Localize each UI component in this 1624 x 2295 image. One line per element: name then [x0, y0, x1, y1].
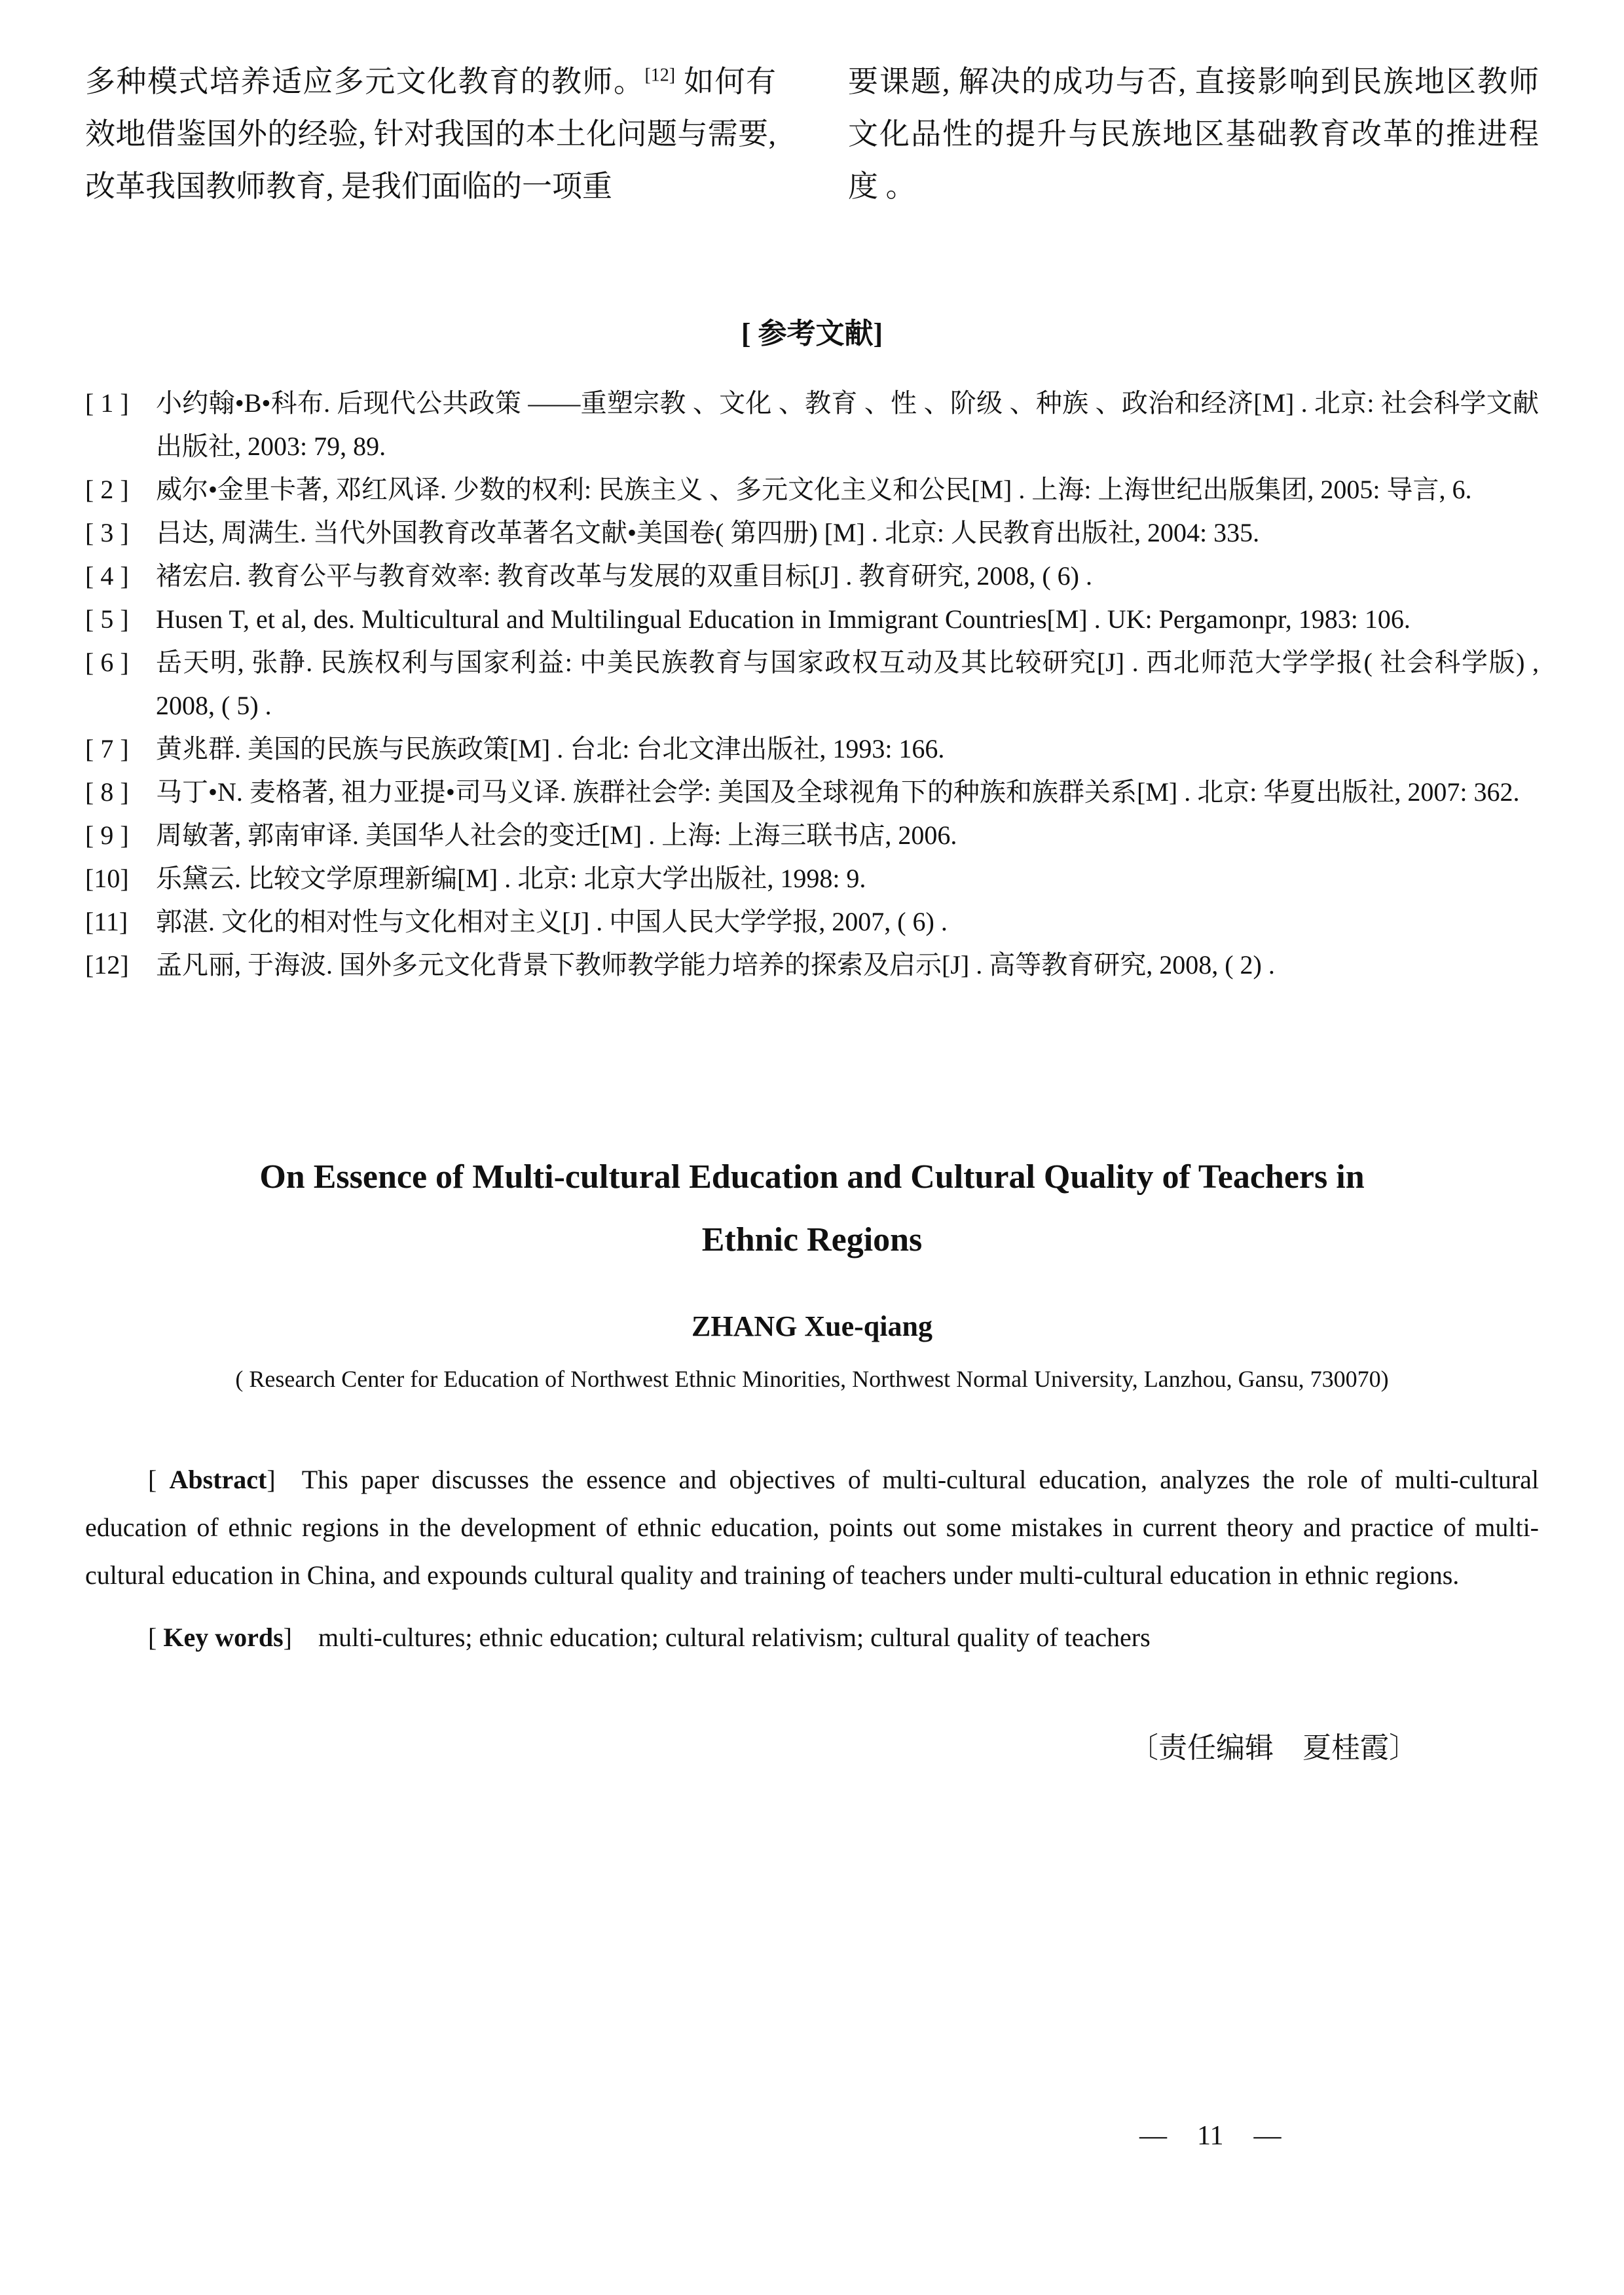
reference-item [85, 944, 1539, 987]
reference-item [85, 641, 1539, 727]
reference-text: 黄兆群. 美国的民族与民族政策[M] . 台北: 台北文津出版社, 1993: 166. [156, 734, 945, 763]
reference-label: [ 6 ] [85, 648, 129, 677]
reference-text: 岳天明, 张静. 民族权利与国家利益: 中美民族教育与国家政权互动及其比较研究[J] . 西北师范大学学报( 社会科学版) , 2008, ( 5) . [156, 648, 1539, 720]
reference-text: 褚宏启. 教育公平与教育效率: 教育改革与发展的双重目标[J] . 教育研究, 2008, ( 6) . [156, 561, 1092, 591]
reference-text: 郭湛. 文化的相对性与文化相对主义[J] . 中国人民大学学报, 2007, ( 6) . [156, 907, 948, 936]
reference-item [85, 727, 1539, 771]
reference-item [85, 771, 1539, 814]
reference-text: 马丁•N. 麦格著, 祖力亚提•司马义译. 族群社会学: 美国及全球视角下的种族和族群关系[M] . 北京: 华夏出版社, 2007: 362. [156, 777, 1520, 807]
reference-text: 威尔•金里卡著, 邓红风译. 少数的权利: 民族主义 、多元文化主义和公民[M] . 上海: 上海世纪出版集团, 2005: 导言, 6. [156, 475, 1472, 504]
reference-text: 乐黛云. 比较文学原理新编[M] . 北京: 北京大学出版社, 1998: 9. [156, 864, 866, 893]
reference-label: [11] [85, 907, 128, 936]
intro-section [0, 0, 1624, 213]
reference-text: 吕达, 周满生. 当代外国教育改革著名文献•美国卷( 第四册) [M] . 北京: 人民教育出版社, 2004: 335. [156, 518, 1260, 547]
intro-left-text: 多种模式培养适应多元文化教育的教师。 [85, 65, 645, 98]
page-number-right-dash: — [1253, 2121, 1282, 2151]
reference-label: [10] [85, 864, 129, 893]
abstract-bracket-open: [ [148, 1465, 170, 1494]
reference-text: 周敏著, 郭南审译. 美国华人社会的变迁[M] . 上海: 上海三联书店, 2006. [156, 820, 957, 850]
page-number-left-dash: — [1139, 2121, 1167, 2151]
reference-item [85, 382, 1539, 468]
reference-label: [ 4 ] [85, 561, 129, 591]
intro-paragraph-left [85, 56, 776, 213]
reference-label: [ 5 ] [85, 604, 129, 634]
reference-item [85, 468, 1539, 511]
reference-item [85, 511, 1539, 555]
keywords-line [85, 1613, 1539, 1661]
reference-text: 小约翰•B•科布. 后现代公共政策 ——重塑宗教 、文化 、教育 、性 、阶级 、种族 、政治和经济[M] . 北京: 社会科学文献出版社, 2003: 79, 89. [156, 388, 1539, 461]
page-number [1139, 2120, 1281, 2152]
reference-text: Husen T, et al, des. Multicultural and Multilingual Education in Immigrant Countries[M] . UK: Pergamonpr, 1983: 106. [156, 604, 1411, 634]
intro-left-text-continued: 如何有效地借鉴国外的经验, 针对我国的本土化问题与需要, 改革我国教师教育, 是我们面临的一项重 [85, 65, 776, 203]
author-affiliation: ( Research Center for Education of Northwest Ethnic Minorities, Northwest Normal University, Lanzhou, Gansu, 730070) [235, 1366, 1389, 1392]
reference-label: [ 3 ] [85, 518, 129, 547]
editor-note: 〔责任编辑 夏桂霞〕 [1130, 1732, 1418, 1764]
abstract-text: This paper discusses the essence and objectives of multi-cultural education, analyzes the role of multi-cultural education of ethnic regions in the development of ethnic education, points out some mistakes in current theory and practice of multi-cultural education in China, and expounds cultural quality and training of teachers under multi-cultural education in ethnic regions. [85, 1465, 1540, 1590]
keywords-bracket-open: [ [148, 1623, 164, 1652]
citation-superscript: [12] [644, 65, 676, 86]
references-header: [ 参考文献] [741, 318, 883, 350]
reference-label: [ 1 ] [85, 388, 129, 418]
references-list [85, 382, 1539, 987]
reference-item [85, 857, 1539, 900]
keywords-text: multi-cultures; ethnic education; cultural relativism; cultural quality of teachers [318, 1623, 1151, 1652]
reference-item [85, 555, 1539, 598]
page-number-value: 11 [1197, 2121, 1224, 2151]
keywords-label: Key words [163, 1623, 284, 1652]
reference-item [85, 598, 1539, 641]
english-title: On Essence of Multi-cultural Education and Cultural Quality of Teachers in Ethnic Regions [259, 1158, 1365, 1258]
reference-label: [12] [85, 950, 129, 980]
intro-paragraph-right: 要课题, 解决的成功与否, 直接影响到民族地区教师文化品性的提升与民族地区基础教育改革的推进程度 。 [848, 65, 1539, 203]
reference-item [85, 814, 1539, 857]
reference-label: [ 7 ] [85, 734, 129, 763]
reference-label: [ 9 ] [85, 820, 129, 850]
author-name: ZHANG Xue-qiang [692, 1310, 932, 1342]
abstract-bracket-close: ] [267, 1465, 276, 1494]
reference-item [85, 900, 1539, 944]
abstract-label: Abstract [169, 1465, 267, 1494]
reference-text: 孟凡丽, 于海波. 国外多元文化背景下教师教学能力培养的探索及启示[J] . 高等教育研究, 2008, ( 2) . [156, 950, 1275, 980]
keywords-bracket-close: ] [283, 1623, 292, 1652]
abstract-paragraph [85, 1456, 1539, 1599]
reference-label: [ 8 ] [85, 777, 129, 807]
reference-label: [ 2 ] [85, 475, 129, 504]
